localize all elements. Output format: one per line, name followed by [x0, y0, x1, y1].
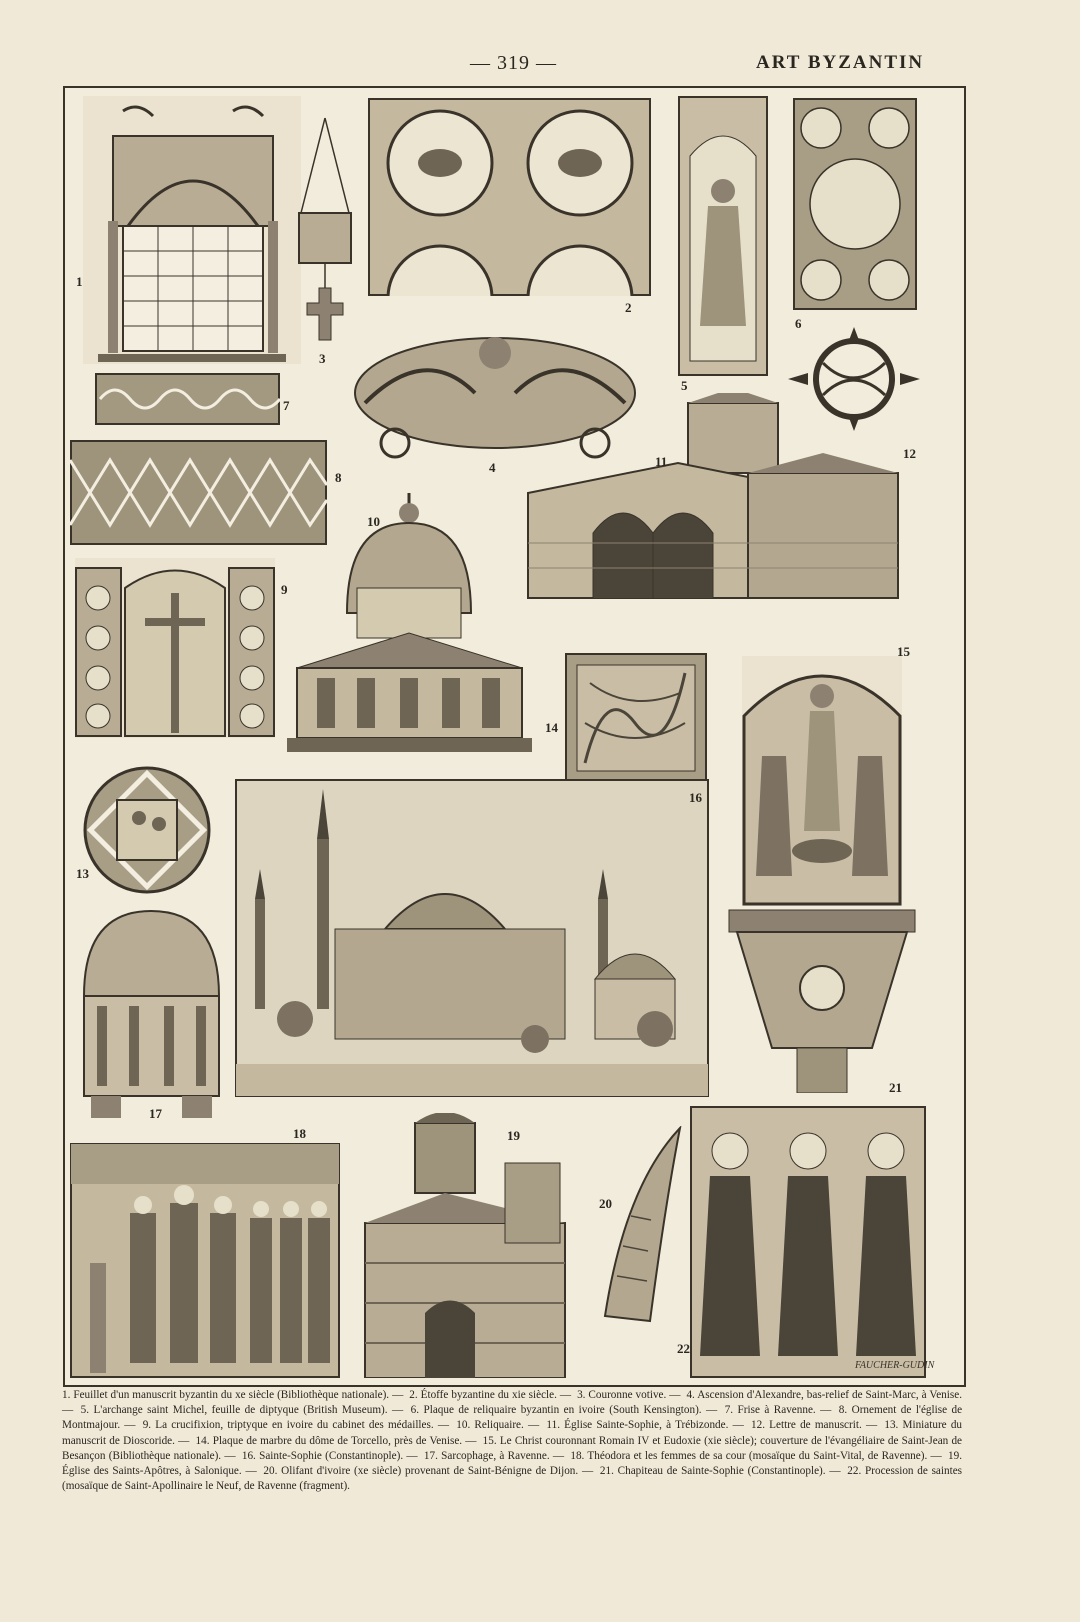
figure-9-crucifixion-triptych [75, 558, 275, 738]
caption-item: 22. Procession de saintes (mosaïque de Saint-Apollinaire le Neuf, de Ravenne (fragment). [62, 1465, 963, 1493]
figure-19-holy-apostles [355, 1113, 585, 1378]
caption-item: 12. Lettre de manuscrit. — [751, 1419, 878, 1432]
page-number: — 319 — [470, 52, 557, 74]
figure-label-5: 5 [681, 378, 688, 393]
church-trebizond-drawing [498, 393, 930, 601]
marble-plaque-drawing [565, 653, 707, 783]
figure-caption [62, 1388, 962, 1494]
figure-18-theodora-mosaic [70, 1143, 340, 1378]
fabric-drawing [368, 98, 651, 296]
figure-label-10: 10 [367, 514, 380, 529]
caption-item: 16. Sainte-Sophie (Constantinople). — [241, 1449, 418, 1462]
figure-22-procession-mosaic [690, 1106, 926, 1378]
figure-label-1: 1 [76, 274, 83, 289]
caption-item: 2. Étoffe byzantine du xie siècle. — [409, 1389, 572, 1401]
figure-label-13: 13 [76, 866, 89, 881]
figure-label-3: 3 [319, 351, 326, 366]
dioscorides-miniature-drawing [77, 766, 217, 894]
caption-item: 20. Olifant d'ivoire (xe siècle) provenant de Saint-Bénigne de Dijon. — [263, 1465, 594, 1478]
reliquary-drawing [287, 493, 532, 753]
figure-label-9: 9 [281, 582, 288, 597]
figure-label-6: 6 [795, 316, 802, 331]
figure-20-oliphant [595, 1126, 685, 1326]
figure-label-20: 20 [599, 1196, 612, 1211]
frieze-drawing [95, 373, 280, 425]
figure-label-22: 22 [677, 1341, 690, 1356]
manuscript-leaf-drawing [83, 96, 301, 364]
caption-item: 3. Couronne votive. — [577, 1389, 681, 1401]
caption-item: 8. Ornement de l'église de Montmajour. — [62, 1404, 963, 1432]
caption-item: 1. Feuillet d'un manuscrit byzantin du xe siècle (Bibliothèque nationale). — [62, 1389, 404, 1401]
caption-item: 4. Ascension d'Alexandre, bas-relief de Saint-Marc, à Venise. — [62, 1389, 963, 1417]
caption-item: 18. Théodora et les femmes de sa cour (mosaïque du Saint-Vital, de Ravenne). — [570, 1449, 942, 1462]
figure-7-frieze [95, 373, 280, 425]
caption-item: 11. Église Sainte-Sophie, à Trébizonde. — [546, 1419, 744, 1432]
figure-21-capital [727, 908, 917, 1093]
holy-apostles-drawing [355, 1113, 585, 1378]
crucifixion-triptych-drawing [75, 558, 275, 738]
caption-item: 19. Église des Saints-Apôtres, à Salonique. — [62, 1449, 962, 1478]
caption-item: 10. Reliquaire. — [456, 1419, 540, 1432]
engraver-signature: FAUCHER-GUDIN [855, 1360, 935, 1371]
figure-label-14: 14 [545, 720, 558, 735]
hagia-sophia-drawing [235, 779, 709, 1097]
figure-label-8: 8 [335, 470, 342, 485]
caption-item: 13. Miniature du manuscrit de Dioscoride. — [62, 1419, 963, 1447]
figure-label-17: 17 [149, 1106, 162, 1121]
figure-label-11: 11 [655, 454, 668, 469]
figure-5-archangel-diptych [678, 96, 768, 376]
figure-label-16: 16 [689, 790, 702, 805]
figure-label-15: 15 [897, 644, 910, 659]
figure-17-sarcophagus [79, 906, 224, 1121]
figure-2-fabric [368, 98, 651, 296]
figure-label-2: 2 [625, 300, 632, 315]
christ-crowning-drawing [742, 656, 902, 906]
oliphant-drawing [595, 1126, 685, 1326]
caption-item: 17. Sarcophage, à Ravenne. — [423, 1449, 565, 1462]
running-head-title: ART BYZANTIN [756, 52, 925, 73]
illustration-plate [63, 86, 966, 1387]
figure-label-21: 21 [889, 1080, 902, 1095]
figure-16-hagia-sophia [235, 779, 709, 1097]
caption-item: 14. Plaque de marbre du dôme de Torcello, près de Venise. — [195, 1434, 477, 1447]
sarcophagus-drawing [79, 906, 224, 1121]
figure-14-marble-plaque [565, 653, 707, 783]
figure-label-4: 4 [489, 460, 496, 475]
caption-item: 6. Plaque de reliquaire byzantin en ivoire (South Kensington). — [410, 1404, 718, 1417]
figure-11-church-trebizond [498, 393, 930, 601]
figure-label-18: 18 [293, 1126, 306, 1141]
archangel-diptych-drawing [678, 96, 768, 376]
figure-13-dioscorides-miniature [77, 766, 217, 894]
figure-10-reliquary [287, 493, 532, 753]
figure-label-7: 7 [283, 398, 290, 413]
figure-6-reliquary-plaque [793, 98, 917, 310]
figure-label-19: 19 [507, 1128, 520, 1143]
procession-mosaic-drawing [690, 1106, 926, 1378]
capital-drawing [727, 908, 917, 1093]
figure-label-12: 12 [903, 446, 916, 461]
caption-item: 7. Frise à Ravenne. — [724, 1404, 832, 1417]
reliquary-plaque-drawing [793, 98, 917, 310]
theodora-mosaic-drawing [70, 1143, 340, 1378]
caption-item: 21. Chapiteau de Sainte-Sophie (Constantinople). — [599, 1465, 841, 1478]
figure-3-votive-crown [293, 113, 358, 343]
figure-15-christ-crowning [742, 656, 902, 906]
caption-item: 5. L'archange saint Michel, feuille de diptyque (British Museum). — [80, 1404, 404, 1417]
caption-item: 15. Le Christ couronnant Romain IV et Eudoxie (xie siècle); couverture de l'évangéliaire de Saint-Jean de Besançon (Bibliothèque nationale). — [62, 1434, 963, 1462]
figure-1-manuscript-leaf [83, 96, 301, 364]
votive-crown-drawing [293, 113, 358, 343]
caption-item: 9. La crucifixion, triptyque en ivoire du cabinet des médailles. — [142, 1419, 450, 1432]
